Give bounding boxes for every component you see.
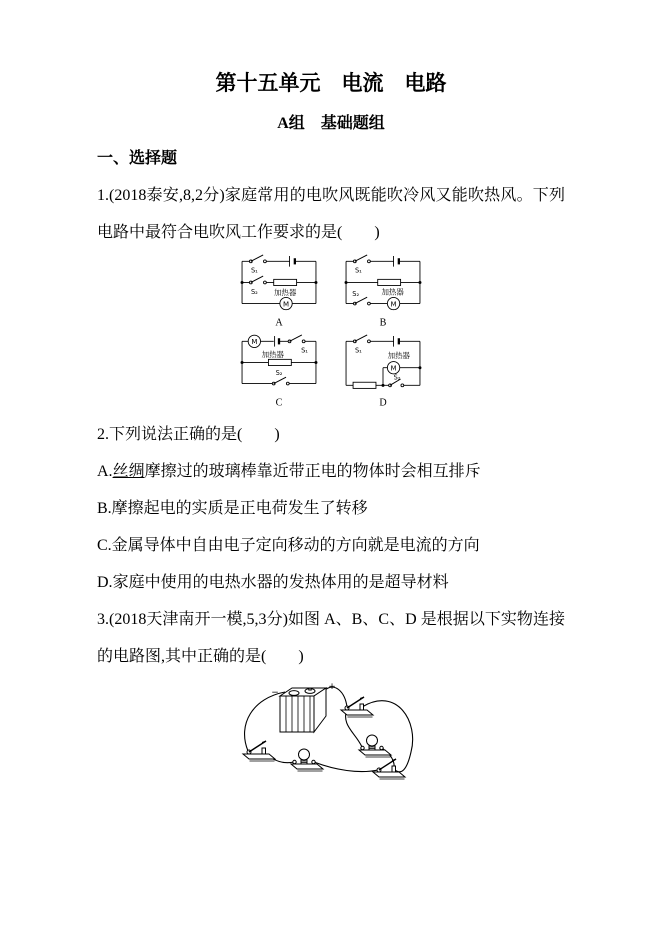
q1-circuit-figure	[235, 254, 427, 412]
option-underlined-term: 丝绸	[112, 463, 145, 480]
question-2-text: 2.下列说法正确的是( )	[97, 426, 280, 443]
question-2-option-d	[97, 564, 565, 601]
heater-label: 加热器	[381, 287, 404, 297]
battery-pack-icon	[280, 688, 326, 732]
question-2-option-c	[97, 527, 565, 564]
option-text: 金属导体中自由电子定向移动的方向就是电流的方向	[111, 537, 480, 554]
motor-label: M	[390, 363, 397, 373]
knife-switch-icon	[243, 741, 275, 761]
heater-label: 加热器	[273, 288, 297, 298]
switch-s2-label: S₂	[393, 373, 401, 382]
circuit-letter: C	[275, 397, 283, 409]
switch-s1-label: S₁	[354, 346, 362, 355]
option-text: 摩擦过的玻璃棒靠近带正电的物体时会相互排斥	[144, 463, 481, 480]
battery-icon	[275, 336, 279, 347]
heater-label: 加热器	[387, 351, 411, 361]
switch-s2-label: S₂	[275, 369, 283, 378]
switch-icon	[353, 255, 370, 263]
battery-minus-label: −	[271, 688, 279, 698]
switch-icon	[288, 335, 305, 343]
heater-label: 加热器	[261, 350, 285, 360]
option-text: 摩擦起电的实质是正电荷发生了转移	[111, 500, 368, 517]
question-2-option-a	[97, 453, 565, 490]
heater-resistor-icon	[268, 359, 291, 365]
motor-label: M	[283, 299, 290, 309]
option-prefix: A.	[97, 463, 113, 480]
motor-label: M	[251, 337, 258, 347]
group-subtitle: A组 基础题组	[277, 115, 385, 132]
switch-icon	[353, 335, 370, 343]
option-text: 家庭中使用的电热水器的发热体用的是超导材料	[112, 574, 449, 591]
option-prefix: D.	[97, 574, 113, 591]
heater-resistor-icon	[274, 279, 297, 285]
question-2-option-b	[97, 490, 565, 527]
circuit-letter: D	[379, 397, 387, 409]
option-prefix: C.	[97, 537, 112, 554]
motor-label: M	[390, 299, 397, 309]
battery-plus-label: +	[328, 682, 336, 692]
switch-s2-label: S₂	[250, 287, 258, 296]
q3-realia-figure	[235, 678, 427, 806]
switch-icon	[353, 297, 370, 305]
heater-resistor-icon	[353, 382, 376, 388]
circuit-diagram-b	[339, 254, 427, 332]
switch-icon	[272, 377, 289, 385]
circuit-letter: B	[379, 317, 387, 329]
switch-s1-label: S₁	[301, 346, 308, 355]
circuit-diagram-d	[339, 334, 427, 412]
option-prefix: B.	[97, 500, 112, 517]
circuit-diagram-c	[235, 334, 323, 412]
section-heading: 一、选择题	[97, 150, 178, 167]
heater-resistor-icon	[378, 279, 401, 285]
light-bulb-icon	[291, 749, 323, 771]
circuit-diagram-a	[235, 254, 323, 332]
light-bulb-icon	[359, 735, 391, 757]
switch-icon	[249, 255, 266, 263]
question-1-text: 1.(2018泰安,8,2分)家庭常用的电吹风既能吹冷风又能吹热风。下列电路中最符合电吹风工作要求的是( )	[97, 187, 565, 241]
switch-s1-label: S₁	[354, 266, 362, 275]
battery-icon	[394, 256, 399, 267]
switch-s1-label: S₁	[250, 266, 258, 275]
page-title: 第十五单元 电流 电路	[215, 71, 447, 95]
switch-icon	[249, 276, 266, 284]
circuit-letter: A	[275, 317, 283, 329]
battery-icon	[290, 256, 295, 267]
question-3-text: 3.(2018天津南开一模,5,3分)如图 A、B、C、D 是根据以下实物连接的电路图,其中正确的是( )	[97, 611, 565, 665]
switch-s2-label: S₂	[352, 290, 360, 299]
knife-switch-icon	[373, 759, 405, 779]
battery-icon	[394, 336, 399, 347]
